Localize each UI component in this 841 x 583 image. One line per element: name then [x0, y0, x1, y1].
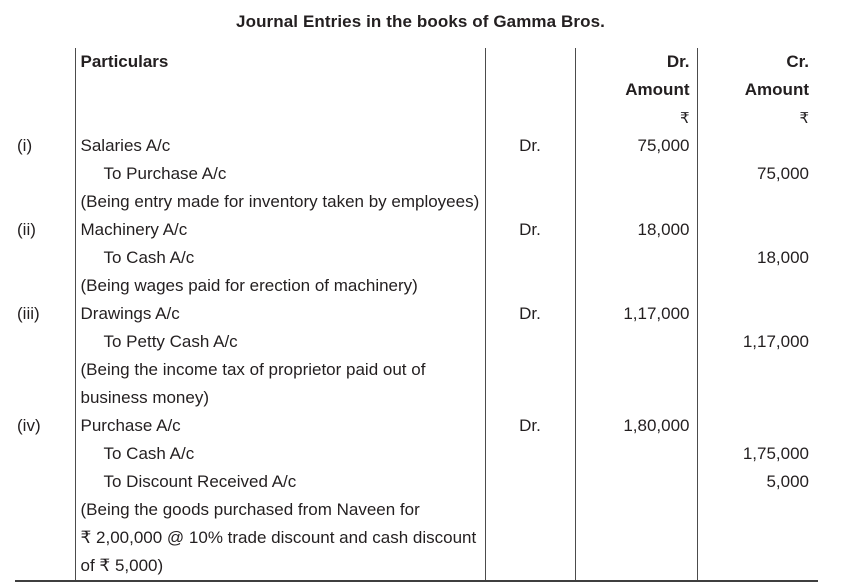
dr-amount-cell: [575, 272, 697, 300]
dr-mark-cell: [485, 524, 575, 552]
dr-mark-cell: [485, 468, 575, 496]
entry-number-cell: (iii): [17, 304, 40, 323]
header-sno-spacer: [15, 48, 75, 76]
dr-mark-cell: [485, 160, 575, 188]
cr-amount-cell: [697, 496, 818, 524]
cr-amount-cell: [697, 272, 818, 300]
journal-table: [15, 48, 818, 582]
dr-amount-cell: 1,17,000: [575, 300, 697, 328]
dr-amount-cell: 1,80,000: [575, 412, 697, 440]
particulars-cell: To Cash A/c: [75, 244, 485, 272]
table-row: [15, 160, 818, 188]
dr-amount-cell: [575, 496, 697, 524]
header-particulars: Particulars: [75, 48, 485, 76]
dr-amount-cell: [575, 244, 697, 272]
dr-mark-cell: Dr.: [485, 216, 575, 244]
particulars-cell: Salaries A/c: [75, 132, 485, 160]
dr-mark-cell: [485, 356, 575, 384]
dr-mark-cell: [485, 188, 575, 216]
entry-number-cell: [15, 356, 75, 384]
cr-amount-cell: 1,17,000: [697, 328, 818, 356]
particulars-cell: Purchase A/c: [75, 412, 485, 440]
particulars-cell: Machinery A/c: [75, 216, 485, 244]
dr-amount-cell: 18,000: [575, 216, 697, 244]
cr-amount-cell: 5,000: [697, 468, 818, 496]
entry-number-cell: [15, 552, 75, 581]
table-row: [15, 356, 818, 384]
cr-amount-cell: [697, 188, 818, 216]
dr-mark-cell: [485, 552, 575, 581]
entry-number-cell: [15, 496, 75, 524]
cr-amount-cell: [697, 552, 818, 581]
header-row-3: [15, 104, 818, 132]
table-row: [15, 244, 818, 272]
entry-number-cell: (ii): [17, 220, 36, 239]
entry-number-cell: [15, 328, 75, 356]
table-row: [15, 132, 818, 160]
dr-mark-cell: [485, 328, 575, 356]
dr-amount-cell: 75,000: [575, 132, 697, 160]
particulars-cell: To Discount Received A/c: [75, 468, 485, 496]
table-row: [15, 440, 818, 468]
dr-mark-cell: [485, 496, 575, 524]
entry-number-cell: [15, 468, 75, 496]
particulars-cell: (Being entry made for inventory taken by employees): [75, 188, 485, 216]
cr-amount-cell: [697, 384, 818, 412]
cr-amount-cell: 75,000: [697, 160, 818, 188]
header-cr-amount: Amount: [697, 76, 818, 104]
header-cr-label: Cr.: [697, 48, 818, 76]
dr-amount-cell: [575, 524, 697, 552]
dr-amount-cell: [575, 552, 697, 581]
table-row: [15, 272, 818, 300]
entry-number-cell: [15, 160, 75, 188]
dr-mark-cell: Dr.: [485, 300, 575, 328]
header-drmark-spacer: [485, 48, 575, 76]
header-row-1: [15, 48, 818, 76]
particulars-cell: (Being the goods purchased from Naveen for: [75, 496, 485, 524]
particulars-cell: (Being wages paid for erection of machinery): [75, 272, 485, 300]
dr-amount-cell: [575, 440, 697, 468]
dr-amount-cell: [575, 328, 697, 356]
dr-amount-cell: [575, 468, 697, 496]
particulars-cell: To Cash A/c: [75, 440, 485, 468]
entry-number-cell: [15, 440, 75, 468]
dr-mark-cell: Dr.: [485, 132, 575, 160]
dr-mark-cell: [485, 244, 575, 272]
particulars-cell: ₹ 2,00,000 @ 10% trade discount and cash discount: [75, 524, 485, 552]
cr-amount-cell: 18,000: [697, 244, 818, 272]
entry-number-cell: (i): [17, 136, 33, 155]
particulars-cell: business money): [75, 384, 485, 412]
dr-mark-cell: [485, 440, 575, 468]
header-dr-label: Dr.: [575, 48, 697, 76]
header-dr-amount: Amount: [575, 76, 697, 104]
particulars-cell: To Purchase A/c: [75, 160, 485, 188]
table-row: [15, 300, 818, 328]
dr-amount-cell: [575, 188, 697, 216]
dr-amount-cell: [575, 356, 697, 384]
entry-number-cell: [15, 244, 75, 272]
journal-header: [15, 48, 818, 132]
header-cr-rupee-symbol: ₹: [697, 104, 818, 132]
table-row: [15, 552, 818, 581]
journal-rows: [15, 132, 818, 581]
dr-amount-cell: [575, 160, 697, 188]
cr-amount-cell: [697, 216, 818, 244]
cr-amount-cell: [697, 412, 818, 440]
particulars-cell: of ₹ 5,000): [75, 552, 485, 581]
dr-mark-cell: [485, 272, 575, 300]
table-row: [15, 384, 818, 412]
particulars-cell: To Petty Cash A/c: [75, 328, 485, 356]
cr-amount-cell: [697, 524, 818, 552]
entry-number-cell: [15, 188, 75, 216]
cr-amount-cell: [697, 300, 818, 328]
table-row: [15, 468, 818, 496]
cr-amount-cell: [697, 356, 818, 384]
header-row-2: [15, 76, 818, 104]
table-row: [15, 216, 818, 244]
particulars-cell: Drawings A/c: [75, 300, 485, 328]
header-dr-rupee-symbol: ₹: [575, 104, 697, 132]
entry-number-cell: [15, 384, 75, 412]
cr-amount-cell: [697, 132, 818, 160]
dr-amount-cell: [575, 384, 697, 412]
cr-amount-cell: 1,75,000: [697, 440, 818, 468]
table-row: [15, 328, 818, 356]
page-title: Journal Entries in the books of Gamma Bros.: [236, 12, 605, 31]
particulars-cell: (Being the income tax of proprietor paid out of: [75, 356, 485, 384]
dr-mark-cell: Dr.: [485, 412, 575, 440]
entry-number-cell: (iv): [17, 416, 41, 435]
table-row: [15, 188, 818, 216]
table-row: [15, 524, 818, 552]
table-row: [15, 412, 818, 440]
entry-number-cell: [15, 524, 75, 552]
dr-mark-cell: [485, 384, 575, 412]
entry-number-cell: [15, 272, 75, 300]
table-row: [15, 496, 818, 524]
